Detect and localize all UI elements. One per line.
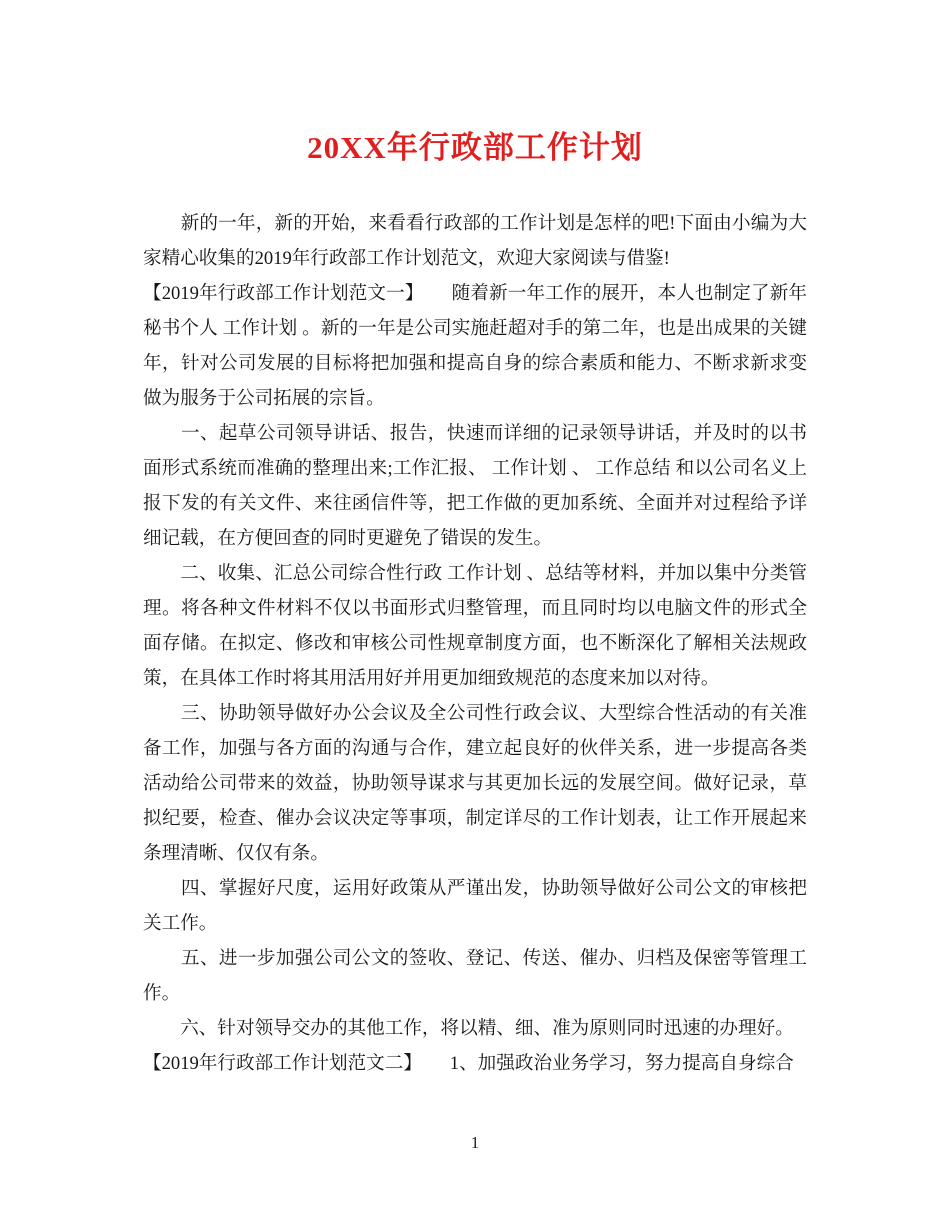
document-title: 20XX年行政部工作计划 — [307, 130, 643, 165]
paragraph: 六、针对领导交办的其他工作，将以精、细、准为原则同时迅速的办理好。 — [143, 1018, 794, 1039]
paragraph: 二、收集、汇总公司综合性行政 工作计划 、总结等材料，并加以集中分类管理。将各种文件材料不仅以书面形式归整管理，而且同时均以电脑文件的形式全面存储。在拟定、修改和审核公司性规章制度方面，也不断深化了解相关法规政策，在具体工作时将其用活用好并用更加细致规范的态度来加以对待。 — [143, 563, 807, 689]
page-number: 1 — [470, 1133, 480, 1152]
paragraph: 一、起草公司领导讲话、报告，快速而详细的记录领导讲话，并及时的以书面形式系统而准确的整理出来;工作汇报、 工作计划 、 工作总结 和以公司名义上报下发的有关文件、来往函信件等，把工作做的更加系统、全面并对过程给予详细记载，在方便回查的同时更避免了错误的发生。 — [143, 423, 807, 549]
paragraph: 【2019年行政部工作计划范文二】 1、加强政治业务学习，努力提高自身综合 — [143, 1053, 794, 1074]
paragraph: 五、进一步加强公司公文的签收、登记、传送、催办、归档及保密等管理工作。 — [143, 948, 807, 1004]
document-body — [143, 206, 807, 1081]
paragraph: 【2019年行政部工作计划范文一】 随着新一年工作的展开，本人也制定了新年秘书个人 工作计划 。新的一年是公司实施赶超对手的第二年，也是出成果的关键年，针对公司发展的目标将把加强和提高自身的综合素质和能力、不断求新求变做为服务于公司拓展的宗旨。 — [143, 283, 807, 409]
paragraph: 三、协助领导做好办公会议及全公司性行政会议、大型综合性活动的有关准备工作，加强与各方面的沟通与合作，建立起良好的伙伴关系，进一步提高各类活动给公司带来的效益，协助领导谋求与其更加长远的发展空间。做好记录，草拟纪要，检查、催办会议决定等事项，制定详尽的工作计划表，让工作开展起来条理清晰、仅仅有条。 — [143, 703, 807, 864]
paragraph: 四、掌握好尺度，运用好政策从严谨出发，协助领导做好公司公文的审核把关工作。 — [143, 878, 807, 934]
paragraph: 新的一年，新的开始，来看看行政部的工作计划是怎样的吧!下面由小编为大家精心收集的2019年行政部工作计划范文，欢迎大家阅读与借鉴! — [143, 213, 807, 269]
